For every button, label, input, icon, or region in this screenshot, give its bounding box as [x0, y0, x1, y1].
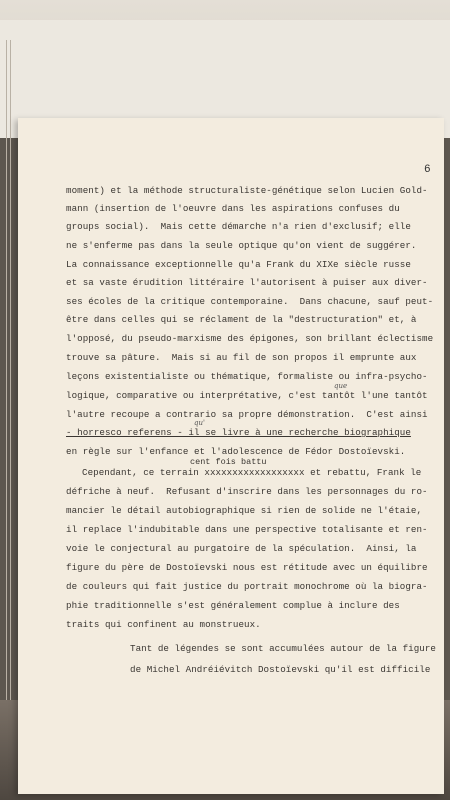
- text-line: figure du père de Dostoïevski nous est rétitude avec un équilibre: [66, 562, 428, 573]
- text-line: être dans celles qui se réclament de la "destructuration" et, à: [66, 314, 417, 325]
- text-line: logique, comparative ou interprétative, c'est tantôt l'une tantôt: [66, 390, 428, 401]
- text-line: mann (insertion de l'oeuvre dans les aspirations confuses du: [66, 203, 400, 214]
- text-line: ses écoles de la critique contemporaine. Dans chacune, sauf peut-: [66, 296, 434, 307]
- text-line: l'opposé, du pseudo-marxisme des épigones, son brillant éclectisme: [66, 333, 434, 344]
- text-line: il replace l'indubitable dans une perspective totalisante et ren-: [66, 524, 428, 535]
- text-line: Cependant, ce terrain xxxxxxxxxxxxxxxxxx et rebattu, Frank le: [82, 467, 422, 478]
- text-line: en règle sur l'enfance et l'adolescence de Fédor Dostoïevski.: [66, 446, 406, 457]
- text-line: voie le conjectural au purgatoire de la spéculation. Ainsi, la: [66, 543, 417, 554]
- text-line: mancier le détail autobiographique si rien de solide ne l'étaie,: [66, 505, 423, 516]
- text-line: défriche à neuf. Refusant d'inscrire dans les personnages du ro-: [66, 486, 428, 497]
- page-edge: [10, 40, 11, 740]
- page-number: 6: [424, 164, 431, 176]
- text-line: La connaissance exceptionnelle qu'a Frank du XIXe siècle russe: [66, 259, 411, 270]
- text-line: groups social). Mais cette démarche n'a rien d'exclusif; elle: [66, 221, 411, 232]
- text-line: de Michel Andréiévitch Dostoïevski qu'il est difficile: [130, 664, 431, 675]
- text-line: - horresco referens - il se livre à une recherche biographique: [66, 427, 411, 438]
- text-line: ne s'enferme pas dans la seule optique qu'on vient de suggérer.: [66, 240, 417, 251]
- text-line: traits qui confinent au monstrueux.: [66, 619, 261, 630]
- text-line: Tant de légendes se sont accumulées autour de la figure: [130, 643, 436, 654]
- text-line: leçons existentialiste ou thématique, formaliste ou infra-psycho-: [66, 371, 428, 382]
- typed-correction: cent fois battu: [190, 457, 267, 467]
- handwritten-insertion: que: [334, 382, 348, 390]
- text-line: l'autre recoupe a contrario sa propre démonstration. C'est ainsi: [66, 409, 428, 420]
- handwritten-insertion: qu': [194, 419, 205, 427]
- document-page: [18, 118, 444, 794]
- text-line: et sa vaste érudition littéraire l'autorisent à puiser aux diver-: [66, 277, 428, 288]
- text-line: moment) et la méthode structuraliste-génétique selon Lucien Gold-: [66, 185, 428, 196]
- text-line: phie traditionnelle s'est généralement complue à inclure des: [66, 600, 400, 611]
- page-edge: [6, 40, 7, 740]
- text-line: trouve sa pâture. Mais si au fil de son propos il emprunte aux: [66, 352, 417, 363]
- text-line: de couleurs qui fait justice du portrait monochrome où la biogra-: [66, 581, 428, 592]
